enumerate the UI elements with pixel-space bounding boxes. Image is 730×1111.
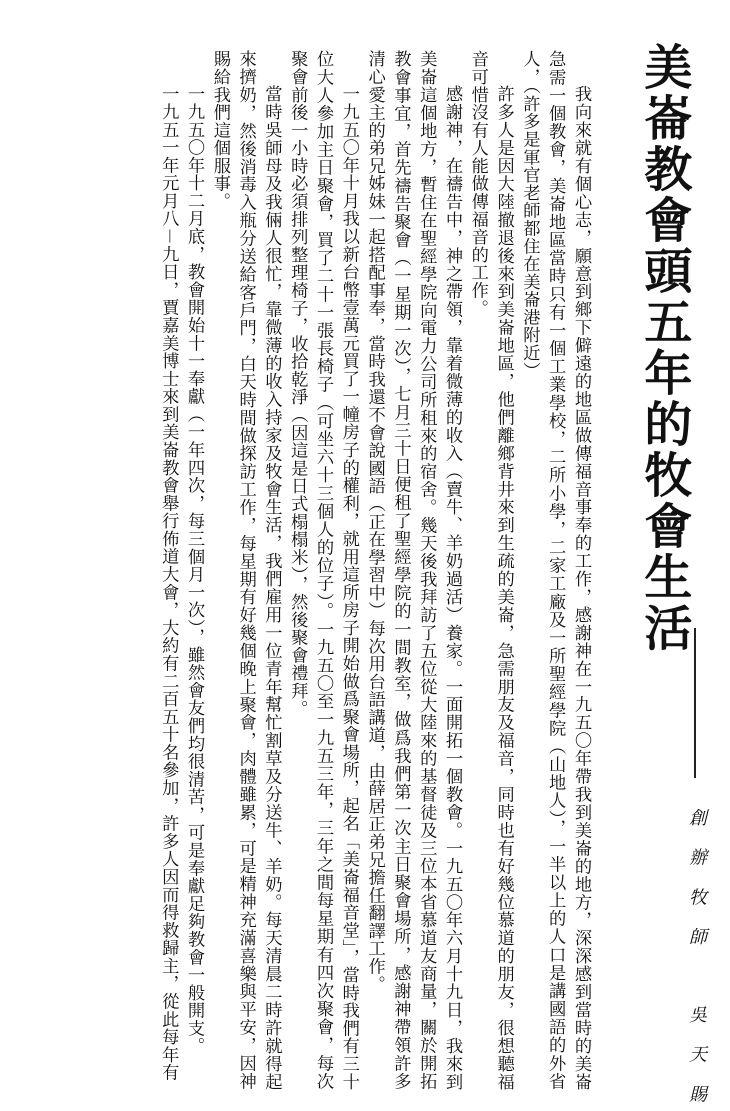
paragraph-7: 一九五一年元月八－九日，賈嘉美博士來到美崙教會舉行佈道大會，大約有二百五十名參加，許多人因而得救歸主，從此每年有 (158, 84, 179, 1081)
paragraph-3: 感謝神，在禱告中，神之帶領，靠着微薄的收入（賣牛、羊奶過活）養家。一面開拓一個教會。一九五〇年六月十九日，我來到美崙這個地方，暫住在聖經學院向電力公司所租來的宿舍。幾天後我拜訪了五位從大陸來的基督徒及三位本省慕道友商量，關於開拓教會事宜，首先禱告聚會（一星期一次），七月三十日便租了聖經學院的一間教室，做爲我們第一次主日聚會場所，感謝神帶領許多清心愛主的弟兄姊妹一起搭配事奉，當時我還不會說國語（正在學習中）每次用台語講道，由薛居正弟兄擔任翻譯工作。 (364, 50, 463, 1090)
paragraph-4: 一九五〇年十月我以新台幣壹萬元買了一幢房子的權利，就用這所房子開始做爲聚會場所，起名「美崙福音堂」，當時我們有三十位大人參加主日聚會，買了二十一張長椅子（可坐六十三個人的位子）。一九五〇至一九五三年，三年之間每星期有四次聚會，每次聚會前後一小時必須排列整理椅子，收拾乾淨（因這是日式榻榻米），然後聚會禮拜。 (287, 50, 359, 1090)
title-divider (694, 628, 696, 778)
article-body (8, 50, 593, 1090)
paragraph-2: 許多人是因大陸撤退後來到美崙地區，他們離鄉背井來到生疏的美崙，急需朋友及福音，同時也有好幾位慕道的朋友，很想聽福音可惜沒有人能做傳福音的工作。 (467, 50, 514, 1090)
author-byline: 創 辦 牧 師 吳 天 賜 (686, 808, 707, 1111)
paragraph-1: 我向來就有個心志，願意到鄉下僻遠的地區做傳福音事奉的工作，感謝神在一九五〇年帶我到美崙的地方，深深感到當時的美崙急需一個教會，美崙地區當時只有一個工業學校，二所小學，二家工廠及一所聖經學院（山地人），一半以上的人口是講國語的外省人，（許多是軍官老師都住在美崙港附近） (519, 50, 591, 1090)
paragraph-5: 當時吳師母及我倆人很忙，靠微薄的收入持家及牧會生活，我們雇用一位青年幫忙割草及分送牛、羊奶。每天清晨二時許就得起來擠奶，然後消毒入瓶分送給客戶門，白天時間做探訪工作，每星期有好幾個晚上聚會，肉體雖累，可是精神充滿喜樂與平安，因神賜給我們這個服事。 (209, 50, 282, 1090)
article-title: 美崙教會頭五年的牧會生活 (635, 42, 692, 654)
paragraph-6: 一九五〇年十二月底，教會開始十一奉獻（一年四次，每三個月一次），雖然會友們均很清苦，可是奉獻足夠教會一般開支。 (184, 84, 205, 1055)
